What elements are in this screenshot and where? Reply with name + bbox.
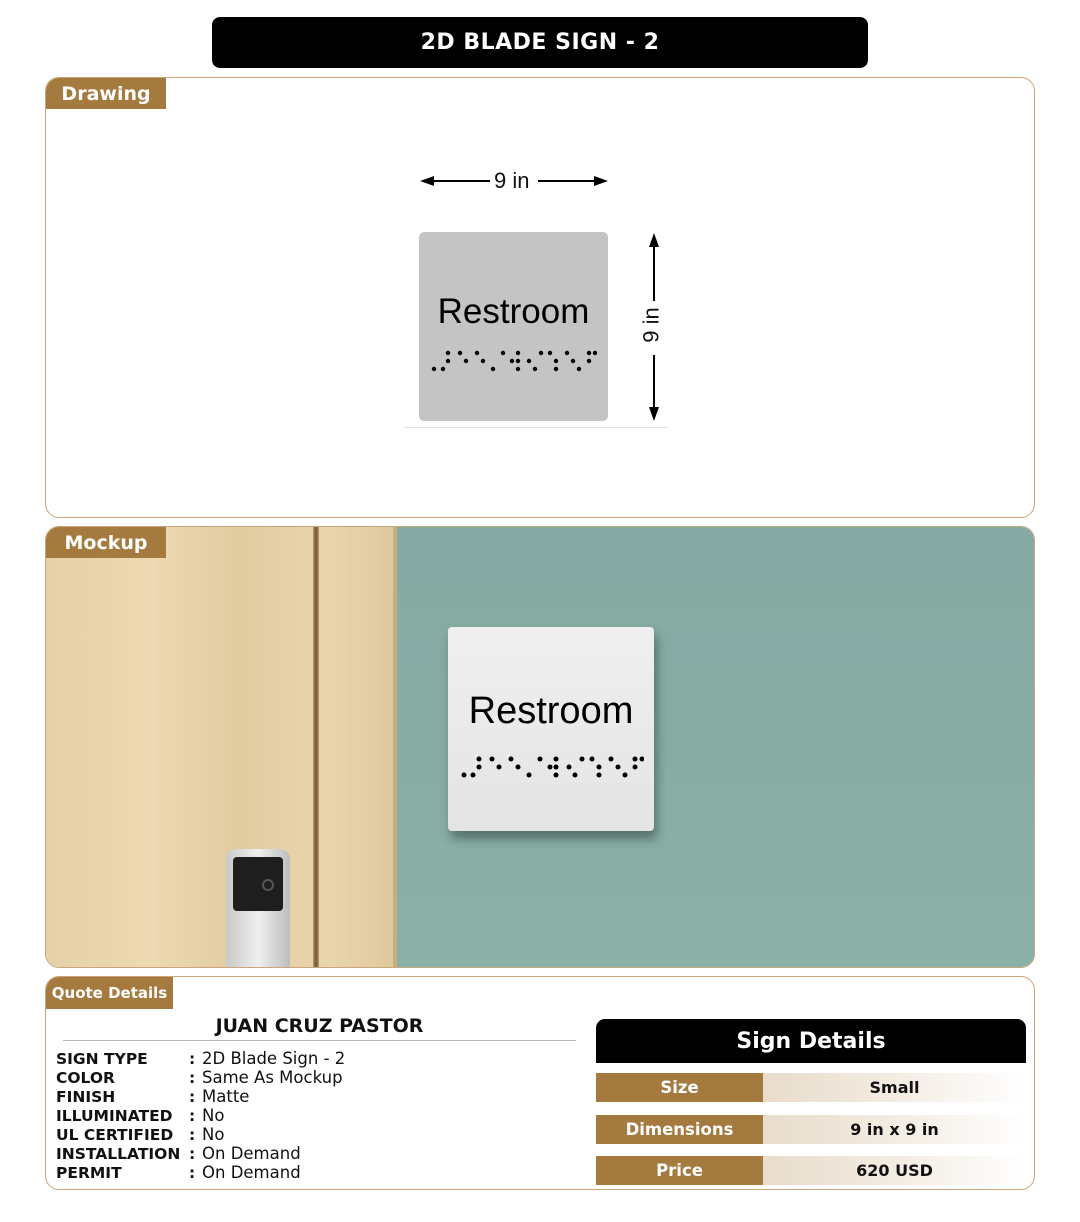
spec-colon: : [189, 1087, 196, 1106]
wood-door [46, 527, 397, 968]
detail-key: Size [596, 1073, 763, 1102]
spec-colon: : [189, 1125, 196, 1144]
drawing-panel [45, 77, 1035, 518]
detail-key: Dimensions [596, 1115, 763, 1144]
spec-colon: : [189, 1068, 196, 1087]
spec-key: PERMIT [56, 1163, 122, 1182]
spec-value: Same As Mockup [202, 1068, 343, 1087]
spec-key: SIGN TYPE [56, 1049, 148, 1068]
mockup-tab: Mockup [46, 527, 166, 558]
height-label: 9 in [638, 307, 664, 343]
detail-value: Small [763, 1073, 1026, 1102]
sign-details-header: Sign Details [596, 1019, 1026, 1063]
spec-row-sign-type [56, 1049, 345, 1068]
page-title: 2D BLADE SIGN - 2 [212, 17, 868, 68]
customer-name: JUAN CRUZ PASTOR [215, 1015, 424, 1037]
door-lock-panel [233, 857, 283, 911]
spec-row-ul-certified [56, 1125, 224, 1144]
spec-row-color [56, 1068, 343, 1087]
spec-colon: : [189, 1144, 196, 1163]
spec-row-installation [56, 1144, 301, 1163]
detail-key: Price [596, 1156, 763, 1185]
drawing-tab: Drawing [46, 78, 166, 109]
spec-value: Matte [202, 1087, 250, 1106]
door-seam [313, 527, 319, 968]
spec-colon: : [189, 1163, 196, 1182]
spec-row-finish [56, 1087, 249, 1106]
spec-value: 2D Blade Sign - 2 [202, 1049, 346, 1068]
drawing-baseline [403, 427, 669, 428]
quote-panel [45, 976, 1035, 1190]
spec-colon: : [189, 1106, 196, 1125]
mockup-panel [45, 526, 1035, 968]
name-divider [63, 1040, 576, 1041]
detail-value: 620 USD [763, 1156, 1026, 1185]
mockup-scene [46, 527, 1035, 968]
quote-tab: Quote Details [46, 977, 173, 1009]
spec-key: FINISH [56, 1087, 116, 1106]
braille-icon [431, 348, 597, 374]
detail-row-price [596, 1156, 1026, 1185]
sign-mockup [448, 627, 654, 831]
spec-key: UL CERTIFIED [56, 1125, 174, 1144]
lock-sensor-icon [262, 879, 274, 891]
spec-value: No [202, 1125, 225, 1144]
sign-mockup-text: Restroom [468, 690, 634, 732]
sign-drawing [419, 232, 608, 421]
spec-value: No [202, 1106, 225, 1125]
spec-colon: : [189, 1049, 196, 1068]
spec-key: ILLUMINATED [56, 1106, 173, 1125]
spec-row-permit [56, 1163, 301, 1182]
spec-value: On Demand [202, 1144, 301, 1163]
braille-icon [460, 753, 644, 781]
detail-value: 9 in x 9 in [763, 1115, 1026, 1144]
spec-value: On Demand [202, 1163, 301, 1182]
sign-drawing-text: Restroom [437, 292, 590, 331]
detail-row-size [596, 1073, 1026, 1102]
spec-key: INSTALLATION [56, 1144, 181, 1163]
detail-row-dimensions [596, 1115, 1026, 1144]
spec-row-illuminated [56, 1106, 224, 1125]
spec-key: COLOR [56, 1068, 115, 1087]
width-label: 9 in [494, 168, 530, 193]
